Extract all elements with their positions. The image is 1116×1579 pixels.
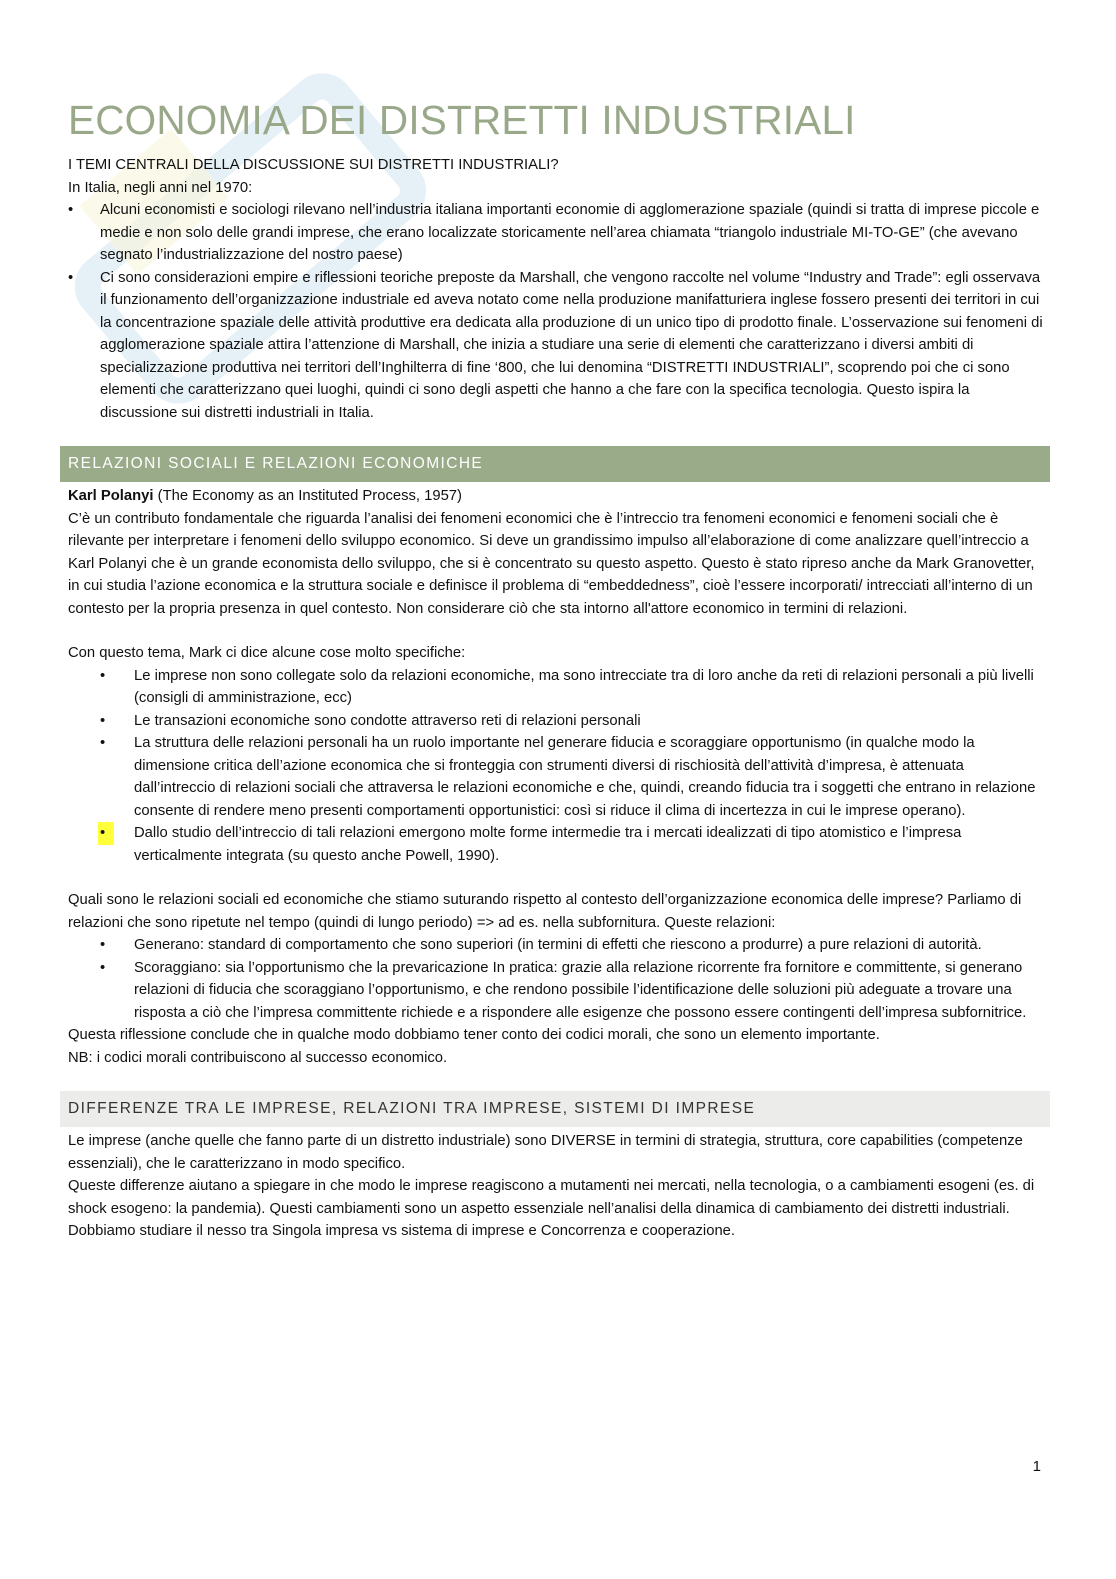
intro-context: In Italia, negli anni nel 1970: <box>68 179 253 196</box>
highlighted-bullet-icon: • <box>98 822 114 845</box>
author-line <box>68 485 1048 508</box>
list-item: • Ci sono considerazioni empire e riflessioni teoriche preposte da Marshall, che vengono raccolte nel volume “Industry and Trade”: egli osservava il funzionamento dell’organizzazione industriale ed aveva notato come nella produzione manifatturiera inglese fossero presenti dei territori in cui la concentrazione spaziale delle attività produttive era dedicata alla produzione di un unico tipo di prodotto finale. L’osservazione sui fenomeni di agglomerazione spaziale attira l’attenzione di Marshall, che inizia a studiare una serie di elementi che caratterizzano i diversi ambiti di specializzazione produttiva nei territori dell’Inghilterra di fine ‘800, che lui denomina “DISTRETTI INDUSTRIALI”, scoprendo poi che ci sono elementi che caratterizzano quei luoghi, quindi ci sono degli aspetti che hanno a che fare con la specifica tecnologia. Questo ispira la discussione sui distretti industriali in Italia. <box>68 267 1048 425</box>
bullet-icon: • <box>100 735 106 751</box>
paragraph: Dobbiamo studiare il nesso tra Singola impresa vs sistema di imprese e Concorrenza e cooperazione. <box>68 1223 736 1239</box>
list-item: • Le transazioni economiche sono condotte attraverso reti di relazioni personali <box>68 710 1048 733</box>
section-heading-relazioni: RELAZIONI SOCIALI E RELAZIONI ECONOMICHE <box>60 446 1050 482</box>
document-title: ECONOMIA DEI DISTRETTI INDUSTRIALI <box>68 97 856 143</box>
bullet-icon: • <box>100 712 106 729</box>
bullet-icon: • <box>100 667 106 684</box>
intro-bullet-list <box>68 199 1048 424</box>
page-number: 1 <box>1032 1458 1041 1475</box>
bullet-icon: • <box>100 959 106 976</box>
list-item: • Scoraggiano: sia l’opportunismo che la prevaricazione In pratica: grazie alla relazione ricorrente fra fornitore e committente, si generano relazioni di fiducia che scoraggiano l’opportunismo, e che rendono possibile l’identificazione delle soluzioni più adeguate a trovare una risposta a ciò che l’impresa committente richiede e a rispondere alle esigenze che possono essere contingenti dell’impresa subfornitrice. <box>68 957 1048 1025</box>
paragraph: Queste differenze aiutano a spiegare in che modo le imprese reagiscono a mutamenti nei mercati, nella tecnologia, o a cambiamenti esogeni (es. di shock esogeno: la pandemia). Questi cambiamenti sono un aspetto essenziale nell’analisi della dinamica di cambiamento dei distretti industriali. <box>68 1178 1035 1217</box>
paragraph-conclusion: Questa riflessione conclude che in qualche modo dobbiamo tener conto dei codici morali, che sono un elemento importante. <box>68 1027 880 1043</box>
granovetter-bullet-list <box>68 665 1048 868</box>
bullet-icon: • <box>68 202 74 218</box>
paragraph-lead: Con questo tema, Mark ci dice alcune cose molto specifiche: <box>68 645 466 661</box>
list-item: • Alcuni economisti e sociologi rilevano nell’industria italiana importanti economie di agglomerazione spaziale (quindi si tratta di imprese piccole e medie e non solo delle grandi imprese, che erano localizzate storicamente nell’area chiamata “triangolo industriale MI-TO-GE” (che avevano segnato l’industrializzazione del nostro paese) <box>68 199 1048 267</box>
document-page <box>68 92 1048 1243</box>
author-reference: (The Economy as an Instituted Process, 1957) <box>153 488 462 504</box>
author-name: Karl Polanyi <box>68 488 154 504</box>
list-item: • La struttura delle relazioni personali ha un ruolo importante nel generare fiducia e scoraggiare opportunismo (in qualche modo la dimensione critica dell’azione economica che si fronteggia con strumenti diversi di rischiosità dell’attività d’impresa, è attenuata dall’intreccio di relazioni sociali che attraversa le relazioni economiche e che, quindi, creando fiducia tra i soggetti che entrano in relazione consente di rendere meno presenti comportamenti opportunistici: così si riduce il clima di incertezza in cui le imprese operano). <box>68 732 1048 822</box>
paragraph-note: NB: i codici morali contribuiscono al successo economico. <box>68 1049 448 1066</box>
bullet-icon: • <box>68 269 74 286</box>
list-item: • Generano: standard di comportamento che sono superiori (in termini di effetti che riescono a produrre) a pure relazioni di autorità. <box>68 934 1048 957</box>
relations-bullet-list <box>68 934 1048 1024</box>
list-item: • Le imprese non sono collegate solo da relazioni economiche, ma sono intrecciate tra di loro anche da reti di relazioni personali a più livelli (consigli di amministrazione, ecc) <box>68 665 1048 710</box>
intro-question: I TEMI CENTRALI DELLA DISCUSSIONE SUI DISTRETTI INDUSTRIALI? <box>68 157 559 173</box>
paragraph: C’è un contributo fondamentale che riguarda l’analisi dei fenomeni economici che è l’intreccio tra fenomeni economici e fenomeni sociali che è rilevante per interpretare i fenomeni dello sviluppo economico. Si deve un grandissimo impulso all’elaborazione di come analizzare quell’intreccio a Karl Polanyi che è un grande economista dello sviluppo, che si è concentrato su questo aspetto. Questo è stato ripreso anche da Mark Granovetter, in cui studia l’azione economica e la struttura sociale e definisce il problema di “embeddedness”, cioè l’essere incorporati/ intrecciati all’interno di un contesto per la propria presenza in quel contesto. Non considerare ciò che sta intorno all'attore economico in termini di relazioni. <box>68 510 1035 617</box>
section-heading-differenze: DIFFERENZE TRA LE IMPRESE, RELAZIONI TRA IMPRESE, SISTEMI DI IMPRESE <box>60 1091 1050 1127</box>
list-item-highlighted: • Dallo studio dell’intreccio di tali relazioni emergono molte forme intermedie tra i mercati idealizzati di tipo atomistico e l’impresa verticalmente integrata (su questo anche Powell, 1990). <box>68 822 1048 867</box>
paragraph: Le imprese (anche quelle che fanno parte di un distretto industriale) sono DIVERSE in termini di strategia, struttura, core capabilities (competenze essenziali), che le caratterizzano in modo specifico. <box>68 1133 1023 1172</box>
paragraph-question: Quali sono le relazioni sociali ed economiche che stiamo suturando rispetto al contesto dell’organizzazione economica delle imprese? Parliamo di relazioni che sono ripetute nel tempo (quindi di lungo periodo) => ad es. nella subfornitura. Queste relazioni: <box>68 892 1022 931</box>
bullet-icon: • <box>100 937 106 953</box>
